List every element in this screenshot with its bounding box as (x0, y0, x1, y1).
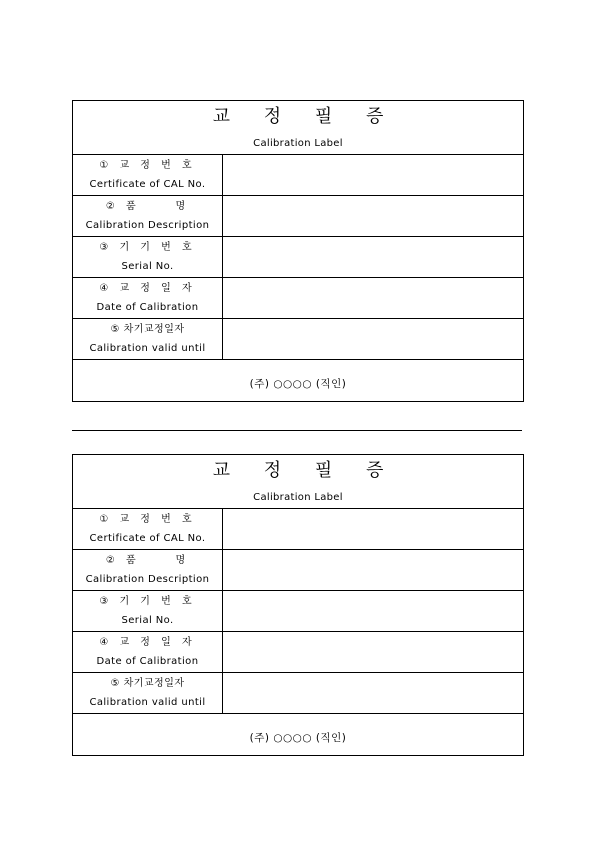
row-label (73, 673, 223, 713)
row-label-en: Calibration Description (85, 220, 210, 231)
row-description (73, 196, 523, 237)
calibration-date-field[interactable] (223, 632, 523, 672)
row-certificate-no (73, 155, 523, 196)
row-label-ko: ④ 교 정 일 자 (99, 283, 196, 294)
issuer-seal-line: (주) ○○○○ (직인) (249, 378, 347, 390)
row-label-en: Certificate of CAL No. (89, 533, 206, 544)
row-label-en: Calibration valid until (89, 343, 206, 354)
row-label-ko: ② 품 명 (105, 555, 190, 566)
row-label-en: Date of Calibration (96, 302, 199, 313)
description-field[interactable] (223, 196, 523, 236)
row-label (73, 550, 223, 590)
row-label-ko: ③ 기 기 번 호 (99, 242, 196, 253)
row-label-ko: ② 품 명 (105, 201, 190, 212)
row-label-ko: ① 교 정 번 호 (99, 514, 196, 525)
row-label (73, 509, 223, 549)
label-title: 교 정 필 증 (212, 460, 398, 481)
label-subtitle: Calibration Label (253, 138, 343, 149)
row-serial-no (73, 591, 523, 632)
row-calibration-date (73, 632, 523, 673)
row-label-ko: ⑤ 차기교정일자 (110, 678, 185, 689)
row-label (73, 155, 223, 195)
row-label-en: Certificate of CAL No. (89, 179, 206, 190)
calibration-date-field[interactable] (223, 278, 523, 318)
row-label-en: Calibration valid until (89, 697, 206, 708)
serial-no-field[interactable] (223, 237, 523, 277)
calibration-label-top (72, 100, 524, 402)
row-valid-until (73, 319, 523, 360)
row-label (73, 319, 223, 359)
row-label (73, 278, 223, 318)
row-description (73, 550, 523, 591)
certificate-no-field[interactable] (223, 509, 523, 549)
row-calibration-date (73, 278, 523, 319)
calibration-label-bottom (72, 454, 524, 756)
label-header (73, 101, 523, 155)
row-label (73, 591, 223, 631)
certificate-no-field[interactable] (223, 155, 523, 195)
row-label-en: Date of Calibration (96, 656, 199, 667)
row-label-ko: ⑤ 차기교정일자 (110, 324, 185, 335)
row-label-ko: ① 교 정 번 호 (99, 160, 196, 171)
row-label-en: Calibration Description (85, 574, 210, 585)
label-header (73, 455, 523, 509)
valid-until-field[interactable] (223, 319, 523, 359)
row-label-en: Serial No. (121, 261, 174, 272)
label-subtitle: Calibration Label (253, 492, 343, 503)
row-label (73, 196, 223, 236)
label-title: 교 정 필 증 (212, 106, 398, 127)
description-field[interactable] (223, 550, 523, 590)
row-label-en: Serial No. (121, 615, 174, 626)
row-serial-no (73, 237, 523, 278)
row-label (73, 237, 223, 277)
row-valid-until (73, 673, 523, 714)
serial-no-field[interactable] (223, 591, 523, 631)
cut-line-divider (72, 430, 522, 431)
valid-until-field[interactable] (223, 673, 523, 713)
row-label (73, 632, 223, 672)
issuer-seal-line: (주) ○○○○ (직인) (249, 732, 347, 744)
row-certificate-no (73, 509, 523, 550)
row-label-ko: ③ 기 기 번 호 (99, 596, 196, 607)
row-label-ko: ④ 교 정 일 자 (99, 637, 196, 648)
